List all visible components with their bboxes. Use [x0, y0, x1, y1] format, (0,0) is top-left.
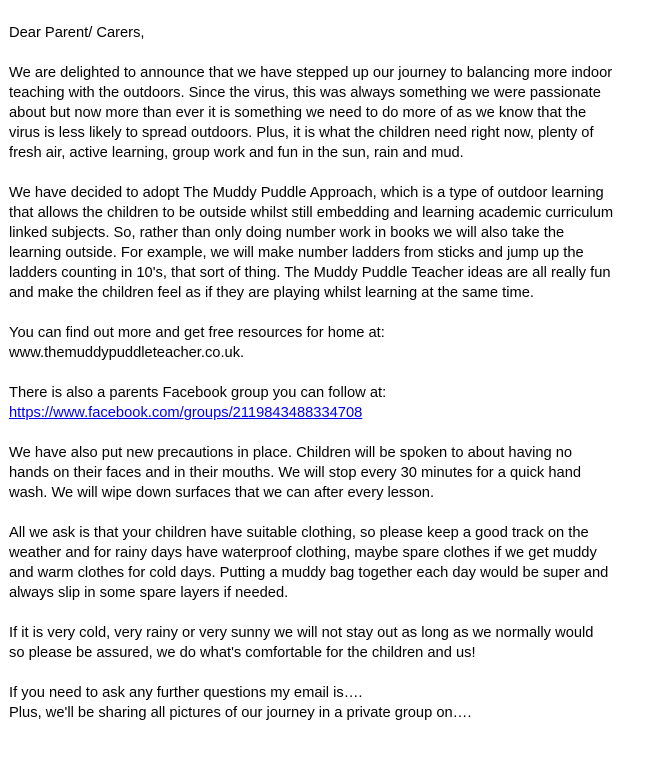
- text-line: teaching with the outdoors. Since the virus, this was always something we were passionate: [9, 85, 601, 101]
- text-line: so please be assured, we do what's comfortable for the children and us!: [9, 645, 476, 661]
- salutation-paragraph: [9, 23, 664, 43]
- text-line: virus is less likely to spread outdoors. Plus, it is what the children need right now, plenty of: [9, 125, 594, 141]
- paragraph-facebook-group: [9, 383, 664, 423]
- facebook-group-link[interactable]: https://www.facebook.com/groups/2119843488334708: [9, 405, 363, 421]
- text-line: that allows the children to be outside whilst still embedding and learning academic curriculum: [9, 205, 614, 221]
- paragraph-precautions: [9, 443, 664, 503]
- text-line: We have decided to adopt The Muddy Puddle Approach, which is a type of outdoor learning: [9, 185, 604, 201]
- text-line: There is also a parents Facebook group you can follow at:: [9, 385, 387, 401]
- text-line: linked subjects. So, rather than only doing number work in books we will also take the: [9, 225, 565, 241]
- text-line: fresh air, active learning, group work and fun in the sun, rain and mud.: [9, 145, 464, 161]
- text-line: If you need to ask any further questions my email is….: [9, 685, 363, 701]
- text-line: always slip in some spare layers if needed.: [9, 585, 289, 601]
- text-line: and warm clothes for cold days. Putting a muddy bag together each day would be super and: [9, 565, 609, 581]
- paragraph-weather-comfort: [9, 623, 664, 663]
- text-line: ladders counting in 10's, that sort of thing. The Muddy Puddle Teacher ideas are all really fun: [9, 265, 611, 281]
- paragraph-clothing: [9, 523, 664, 603]
- text-line: wash. We will wipe down surfaces that we can after every lesson.: [9, 485, 435, 501]
- text-line: and make the children feel as if they are playing whilst learning at the same time.: [9, 285, 534, 301]
- text-line: All we ask is that your children have suitable clothing, so please keep a good track on the: [9, 525, 589, 541]
- paragraph-contact: [9, 683, 664, 723]
- text-line: hands on their faces and in their mouths. We will stop every 30 minutes for a quick hand: [9, 465, 582, 481]
- link-line: [9, 403, 664, 423]
- text-line: We are delighted to announce that we have stepped up our journey to balancing more indoor: [9, 65, 613, 81]
- text-line: You can find out more and get free resources for home at:: [9, 325, 385, 341]
- salutation: Dear Parent/ Carers,: [9, 25, 145, 41]
- paragraph-intro-outdoors: [9, 63, 664, 163]
- paragraph-free-resources: [9, 323, 664, 363]
- text-line: We have also put new precautions in place. Children will be spoken to about having no: [9, 445, 573, 461]
- text-line: about but now more than ever it is something we need to do more of as we know that the: [9, 105, 587, 121]
- text-line: If it is very cold, very rainy or very sunny we will not stay out as long as we normally would: [9, 625, 594, 641]
- muddy-puddle-url-text: www.themuddypuddleteacher.co.uk.: [9, 345, 245, 361]
- text-line: weather and for rainy days have waterproof clothing, maybe spare clothes if we get muddy: [9, 545, 597, 561]
- paragraph-muddy-puddle-approach: [9, 183, 664, 303]
- text-line: Plus, we'll be sharing all pictures of our journey in a private group on….: [9, 705, 472, 721]
- text-line: learning outside. For example, we will make number ladders from sticks and jump up the: [9, 245, 584, 261]
